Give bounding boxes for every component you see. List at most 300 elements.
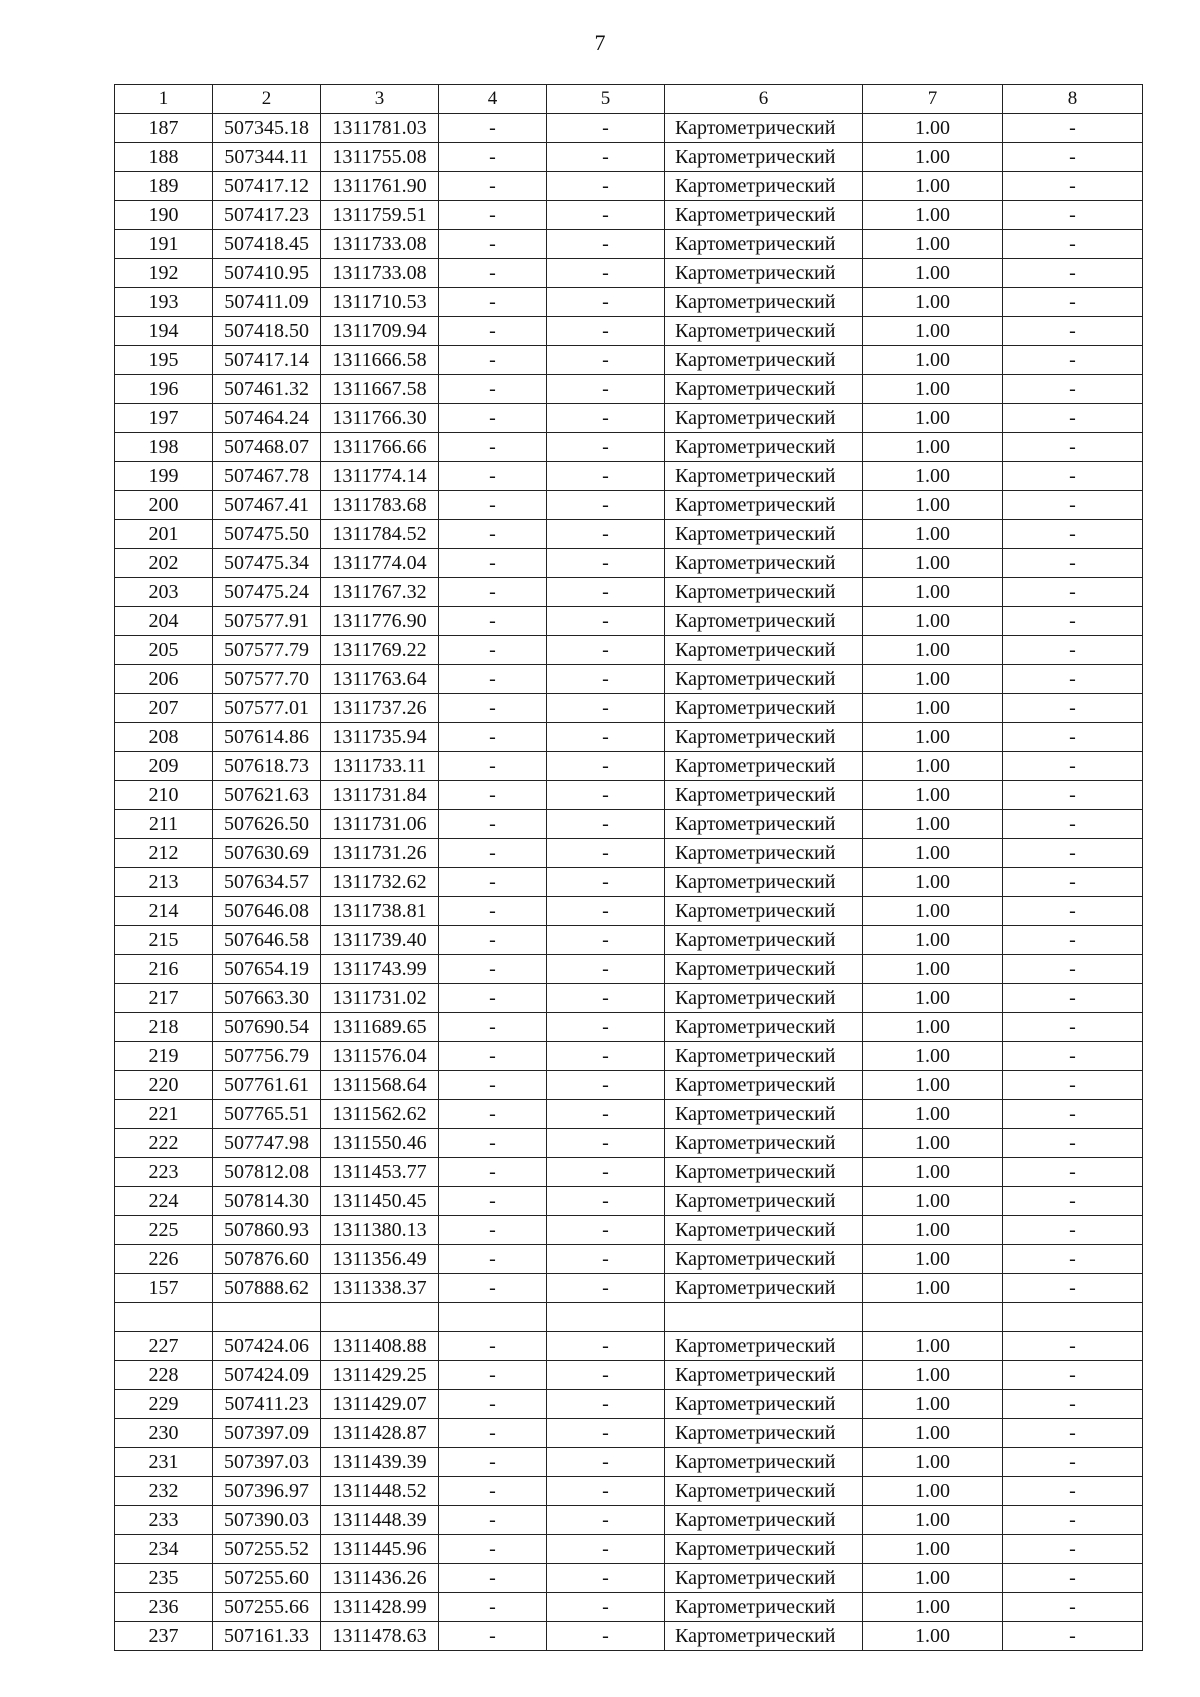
table-cell: - xyxy=(547,1129,665,1158)
table-cell: Картометрический xyxy=(665,1477,863,1506)
table-row xyxy=(115,1477,1143,1506)
table-cell: 229 xyxy=(115,1390,213,1419)
table-cell: - xyxy=(439,1216,547,1245)
table-cell: - xyxy=(439,1622,547,1651)
table-cell: - xyxy=(547,1593,665,1622)
table-cell: - xyxy=(439,375,547,404)
table-cell: - xyxy=(439,317,547,346)
table-cell: Картометрический xyxy=(665,1593,863,1622)
table-cell: Картометрический xyxy=(665,375,863,404)
table-cell: - xyxy=(439,230,547,259)
table-cell: Картометрический xyxy=(665,549,863,578)
table-cell: 507417.12 xyxy=(213,172,321,201)
table-cell: 215 xyxy=(115,926,213,955)
table-cell: 226 xyxy=(115,1245,213,1274)
table-cell: - xyxy=(547,578,665,607)
table-header-row xyxy=(115,85,1143,114)
table-cell: - xyxy=(439,1071,547,1100)
table-cell: 1.00 xyxy=(863,1564,1003,1593)
table-cell: - xyxy=(547,288,665,317)
table-cell: 200 xyxy=(115,491,213,520)
table-cell: 1311738.81 xyxy=(321,897,439,926)
table-cell: - xyxy=(1003,1448,1143,1477)
table-row xyxy=(115,810,1143,839)
table-cell: - xyxy=(547,433,665,462)
table-cell: 507765.51 xyxy=(213,1100,321,1129)
table-cell: - xyxy=(1003,1419,1143,1448)
table-cell: - xyxy=(1003,694,1143,723)
table-row xyxy=(115,984,1143,1013)
table-cell: - xyxy=(547,172,665,201)
table-cell: - xyxy=(1003,520,1143,549)
table-cell: 218 xyxy=(115,1013,213,1042)
table-cell: 1311733.11 xyxy=(321,752,439,781)
table-row xyxy=(115,1419,1143,1448)
table-cell: 230 xyxy=(115,1419,213,1448)
table-cell: 1311448.52 xyxy=(321,1477,439,1506)
table-cell: 191 xyxy=(115,230,213,259)
table-cell: - xyxy=(547,375,665,404)
table-cell: Картометрический xyxy=(665,578,863,607)
table-cell: Картометрический xyxy=(665,636,863,665)
column-header: 5 xyxy=(547,85,665,114)
table-cell: Картометрический xyxy=(665,1071,863,1100)
table-row xyxy=(115,346,1143,375)
table-cell: 1311781.03 xyxy=(321,114,439,143)
table-cell: - xyxy=(547,897,665,926)
table-cell: Картометрический xyxy=(665,520,863,549)
table-cell: 507424.06 xyxy=(213,1332,321,1361)
table-cell: 507634.57 xyxy=(213,868,321,897)
table-cell: 1.00 xyxy=(863,955,1003,984)
table-cell: - xyxy=(439,1593,547,1622)
table-cell: Картометрический xyxy=(665,404,863,433)
table-cell: 1.00 xyxy=(863,1013,1003,1042)
table-cell: 1311666.58 xyxy=(321,346,439,375)
table-cell: 507255.52 xyxy=(213,1535,321,1564)
table-cell: 1.00 xyxy=(863,288,1003,317)
table-cell: - xyxy=(439,1506,547,1535)
table-cell: 188 xyxy=(115,143,213,172)
table-cell: Картометрический xyxy=(665,114,863,143)
table-cell: - xyxy=(439,578,547,607)
table-cell: 203 xyxy=(115,578,213,607)
table-cell: Картометрический xyxy=(665,984,863,1013)
table-cell: 1.00 xyxy=(863,1129,1003,1158)
table-cell: 1.00 xyxy=(863,1361,1003,1390)
table-cell: - xyxy=(547,723,665,752)
table-cell: Картометрический xyxy=(665,462,863,491)
table-cell: Картометрический xyxy=(665,781,863,810)
table-cell: Картометрический xyxy=(665,1245,863,1274)
table-row xyxy=(115,839,1143,868)
table-cell: 507475.24 xyxy=(213,578,321,607)
table-cell: - xyxy=(439,1013,547,1042)
table-cell: - xyxy=(547,694,665,723)
table-cell: 1311710.53 xyxy=(321,288,439,317)
table-cell: 1.00 xyxy=(863,665,1003,694)
table-cell: - xyxy=(439,1419,547,1448)
table-cell: Картометрический xyxy=(665,1013,863,1042)
table-cell: - xyxy=(547,1013,665,1042)
table-cell: Картометрический xyxy=(665,1274,863,1303)
table-cell: 228 xyxy=(115,1361,213,1390)
table-cell: 507255.60 xyxy=(213,1564,321,1593)
table-cell: 1.00 xyxy=(863,1274,1003,1303)
table-row xyxy=(115,1129,1143,1158)
table-cell: 1.00 xyxy=(863,1448,1003,1477)
table-cell: - xyxy=(439,810,547,839)
table-cell: - xyxy=(547,1419,665,1448)
table-cell: 1311767.32 xyxy=(321,578,439,607)
table-cell: 1.00 xyxy=(863,1245,1003,1274)
table-cell: 507690.54 xyxy=(213,1013,321,1042)
table-cell: 208 xyxy=(115,723,213,752)
table-row xyxy=(115,404,1143,433)
table-cell: - xyxy=(1003,259,1143,288)
table-cell: - xyxy=(439,114,547,143)
table-cell: 507654.19 xyxy=(213,955,321,984)
table-row xyxy=(115,897,1143,926)
table-cell: 213 xyxy=(115,868,213,897)
table-cell: Картометрический xyxy=(665,723,863,752)
table-cell: 1.00 xyxy=(863,1535,1003,1564)
table-cell: - xyxy=(547,346,665,375)
table-cell: 236 xyxy=(115,1593,213,1622)
table-cell: 201 xyxy=(115,520,213,549)
table-cell: Картометрический xyxy=(665,491,863,520)
table-cell: 1311733.08 xyxy=(321,230,439,259)
table-row xyxy=(115,1013,1143,1042)
table-cell: - xyxy=(547,984,665,1013)
table-cell: Картометрический xyxy=(665,259,863,288)
table-cell: - xyxy=(1003,1100,1143,1129)
table-cell: Картометрический xyxy=(665,1158,863,1187)
table-cell: 1311550.46 xyxy=(321,1129,439,1158)
table-row xyxy=(115,955,1143,984)
table-cell: - xyxy=(547,491,665,520)
table-cell: 507344.11 xyxy=(213,143,321,172)
table-cell: 1311445.96 xyxy=(321,1535,439,1564)
table-row xyxy=(115,172,1143,201)
table-cell: 507646.58 xyxy=(213,926,321,955)
table-cell: 1.00 xyxy=(863,201,1003,230)
table-cell: - xyxy=(1003,317,1143,346)
table-cell: 1311776.90 xyxy=(321,607,439,636)
table-cell: 1311761.90 xyxy=(321,172,439,201)
table-cell: - xyxy=(1003,781,1143,810)
table-cell: 223 xyxy=(115,1158,213,1187)
table-row xyxy=(115,520,1143,549)
table-cell: 157 xyxy=(115,1274,213,1303)
table-cell: - xyxy=(547,143,665,172)
table-cell: Картометрический xyxy=(665,317,863,346)
table-cell: 234 xyxy=(115,1535,213,1564)
table-cell: - xyxy=(1003,346,1143,375)
table-cell: 1.00 xyxy=(863,462,1003,491)
table-cell: - xyxy=(547,404,665,433)
table-cell: 1.00 xyxy=(863,578,1003,607)
table-cell: 507467.41 xyxy=(213,491,321,520)
table-cell: - xyxy=(1003,1593,1143,1622)
table-cell: 1.00 xyxy=(863,752,1003,781)
table-cell: 1311338.37 xyxy=(321,1274,439,1303)
table-row xyxy=(115,752,1143,781)
table-cell: 1.00 xyxy=(863,1622,1003,1651)
table-cell: - xyxy=(439,404,547,433)
table-cell: 507410.95 xyxy=(213,259,321,288)
table-cell: - xyxy=(439,1477,547,1506)
table-cell: - xyxy=(547,839,665,868)
table-cell: 507468.07 xyxy=(213,433,321,462)
table-cell: 1.00 xyxy=(863,172,1003,201)
table-row xyxy=(115,636,1143,665)
table-cell: 227 xyxy=(115,1332,213,1361)
table-cell: 1.00 xyxy=(863,1419,1003,1448)
table-cell: Картометрический xyxy=(665,201,863,230)
table-cell: - xyxy=(1003,868,1143,897)
table-cell: 204 xyxy=(115,607,213,636)
table-cell: 1.00 xyxy=(863,1042,1003,1071)
table-cell: - xyxy=(439,520,547,549)
table-cell: - xyxy=(1003,1013,1143,1042)
table-cell: - xyxy=(439,201,547,230)
table-cell: 1311774.14 xyxy=(321,462,439,491)
table-cell: Картометрический xyxy=(665,607,863,636)
column-header: 6 xyxy=(665,85,863,114)
table-row xyxy=(115,1100,1143,1129)
table-cell: Картометрический xyxy=(665,1129,863,1158)
table-cell: 1.00 xyxy=(863,1332,1003,1361)
table-row xyxy=(115,1187,1143,1216)
table-cell: - xyxy=(439,723,547,752)
table-cell: 1311731.02 xyxy=(321,984,439,1013)
table-row xyxy=(115,1361,1143,1390)
table-cell: 193 xyxy=(115,288,213,317)
table-cell: 1311784.52 xyxy=(321,520,439,549)
table-cell: 1.00 xyxy=(863,1071,1003,1100)
table-cell: 507461.32 xyxy=(213,375,321,404)
table-cell: - xyxy=(547,868,665,897)
table-cell: 507618.73 xyxy=(213,752,321,781)
column-header: 2 xyxy=(213,85,321,114)
table-cell: 507614.86 xyxy=(213,723,321,752)
table-cell: 1.00 xyxy=(863,1390,1003,1419)
table-cell: Картометрический xyxy=(665,1506,863,1535)
table-cell: 219 xyxy=(115,1042,213,1071)
table-cell: 507756.79 xyxy=(213,1042,321,1071)
table-cell: 1.00 xyxy=(863,433,1003,462)
table-cell: 190 xyxy=(115,201,213,230)
table-cell: 1311732.62 xyxy=(321,868,439,897)
table-cell: 231 xyxy=(115,1448,213,1477)
table-cell: 507577.01 xyxy=(213,694,321,723)
table-cell: - xyxy=(439,1187,547,1216)
table-cell: 1.00 xyxy=(863,317,1003,346)
table-cell: 1311763.64 xyxy=(321,665,439,694)
table-cell: 1.00 xyxy=(863,897,1003,926)
table-row xyxy=(115,1245,1143,1274)
table-cell: 1.00 xyxy=(863,259,1003,288)
table-cell: 1.00 xyxy=(863,1593,1003,1622)
table-cell: - xyxy=(439,1129,547,1158)
table-cell: 507475.34 xyxy=(213,549,321,578)
table-cell: 1.00 xyxy=(863,114,1003,143)
table-cell: - xyxy=(1003,955,1143,984)
table-row xyxy=(115,114,1143,143)
table-spacer-row xyxy=(115,1303,1143,1332)
table-cell: - xyxy=(1003,201,1143,230)
table-cell: 1311667.58 xyxy=(321,375,439,404)
table-cell: - xyxy=(1003,1216,1143,1245)
table-cell: - xyxy=(547,926,665,955)
table-cell: - xyxy=(439,868,547,897)
table-cell: 507418.50 xyxy=(213,317,321,346)
table-cell: 507577.70 xyxy=(213,665,321,694)
table-row xyxy=(115,723,1143,752)
table-cell: - xyxy=(439,897,547,926)
table-cell: - xyxy=(439,665,547,694)
table-cell: - xyxy=(439,1448,547,1477)
table-cell: - xyxy=(1003,607,1143,636)
table-cell xyxy=(439,1303,547,1332)
table-cell: 1311731.26 xyxy=(321,839,439,868)
table-row xyxy=(115,1448,1143,1477)
table-cell: 1311709.94 xyxy=(321,317,439,346)
table-cell: Картометрический xyxy=(665,1361,863,1390)
table-cell: Картометрический xyxy=(665,1535,863,1564)
table-cell: 1.00 xyxy=(863,839,1003,868)
coordinates-table xyxy=(114,84,1143,1651)
table-cell: - xyxy=(547,955,665,984)
table-cell: - xyxy=(1003,1129,1143,1158)
table-cell: - xyxy=(439,1158,547,1187)
table-cell: - xyxy=(439,752,547,781)
table-row xyxy=(115,288,1143,317)
column-header: 1 xyxy=(115,85,213,114)
table-cell: 1.00 xyxy=(863,723,1003,752)
table-cell: - xyxy=(439,1274,547,1303)
table-row xyxy=(115,1158,1143,1187)
table-cell: - xyxy=(547,1361,665,1390)
table-cell: - xyxy=(1003,636,1143,665)
table-cell: 1311766.66 xyxy=(321,433,439,462)
table-cell: 207 xyxy=(115,694,213,723)
table-cell: Картометрический xyxy=(665,433,863,462)
table-row xyxy=(115,868,1143,897)
table-cell: - xyxy=(1003,1274,1143,1303)
table-cell: - xyxy=(439,1564,547,1593)
table-cell: - xyxy=(1003,984,1143,1013)
table-cell: 1311739.40 xyxy=(321,926,439,955)
table-cell: 206 xyxy=(115,665,213,694)
table-cell: - xyxy=(547,1274,665,1303)
table-row xyxy=(115,317,1143,346)
table-cell: 1311731.06 xyxy=(321,810,439,839)
table-cell: Картометрический xyxy=(665,955,863,984)
table-cell: 1311562.62 xyxy=(321,1100,439,1129)
table-cell: - xyxy=(1003,143,1143,172)
table-cell: - xyxy=(1003,404,1143,433)
table-cell: - xyxy=(1003,665,1143,694)
table-cell: 221 xyxy=(115,1100,213,1129)
table-cell: - xyxy=(547,665,665,694)
table-cell: Картометрический xyxy=(665,172,863,201)
table-cell: 1.00 xyxy=(863,1187,1003,1216)
table-cell xyxy=(1003,1303,1143,1332)
table-cell: 1311568.64 xyxy=(321,1071,439,1100)
table-cell: - xyxy=(547,1506,665,1535)
table-cell: - xyxy=(547,781,665,810)
table-cell: - xyxy=(1003,375,1143,404)
table-cell: - xyxy=(1003,433,1143,462)
table-cell: - xyxy=(547,520,665,549)
table-cell: 1311428.99 xyxy=(321,1593,439,1622)
table-row xyxy=(115,201,1143,230)
table-cell: Картометрический xyxy=(665,1332,863,1361)
table-cell: - xyxy=(1003,926,1143,955)
table-cell: 1.00 xyxy=(863,1100,1003,1129)
table-cell: 507397.03 xyxy=(213,1448,321,1477)
table-cell: 507475.50 xyxy=(213,520,321,549)
table-cell: 1.00 xyxy=(863,520,1003,549)
table-cell: - xyxy=(439,143,547,172)
table-cell: - xyxy=(547,1071,665,1100)
table-body xyxy=(115,85,1143,1651)
table-cell: - xyxy=(439,694,547,723)
table-cell: 1.00 xyxy=(863,636,1003,665)
table-cell: - xyxy=(439,926,547,955)
table-cell: 1311769.22 xyxy=(321,636,439,665)
table-cell: 1.00 xyxy=(863,143,1003,172)
table-cell: 210 xyxy=(115,781,213,810)
table-cell: 211 xyxy=(115,810,213,839)
table-cell: Картометрический xyxy=(665,1042,863,1071)
column-header: 3 xyxy=(321,85,439,114)
table-cell: 212 xyxy=(115,839,213,868)
table-cell: 232 xyxy=(115,1477,213,1506)
column-header: 8 xyxy=(1003,85,1143,114)
table-cell: - xyxy=(439,1042,547,1071)
table-cell: 1311774.04 xyxy=(321,549,439,578)
table-row xyxy=(115,578,1143,607)
table-cell: 507411.23 xyxy=(213,1390,321,1419)
table-cell: 1311478.63 xyxy=(321,1622,439,1651)
table-cell: - xyxy=(439,984,547,1013)
table-cell: - xyxy=(439,1100,547,1129)
table-cell: 1.00 xyxy=(863,404,1003,433)
table-cell: 507577.91 xyxy=(213,607,321,636)
table-cell: 197 xyxy=(115,404,213,433)
table-cell: 1311450.45 xyxy=(321,1187,439,1216)
table-cell: Картометрический xyxy=(665,346,863,375)
table-cell: - xyxy=(1003,810,1143,839)
table-cell: 1.00 xyxy=(863,984,1003,1013)
table-cell: 1.00 xyxy=(863,1216,1003,1245)
table-cell: 216 xyxy=(115,955,213,984)
table-row xyxy=(115,143,1143,172)
table-cell: 233 xyxy=(115,1506,213,1535)
table-cell: - xyxy=(439,1245,547,1274)
table-cell: 237 xyxy=(115,1622,213,1651)
table-cell: 1.00 xyxy=(863,1506,1003,1535)
table-row xyxy=(115,1622,1143,1651)
table-cell: Картометрический xyxy=(665,143,863,172)
table-cell: 1311755.08 xyxy=(321,143,439,172)
table-cell: - xyxy=(1003,462,1143,491)
table-cell: Картометрический xyxy=(665,1216,863,1245)
table-cell: 1311759.51 xyxy=(321,201,439,230)
